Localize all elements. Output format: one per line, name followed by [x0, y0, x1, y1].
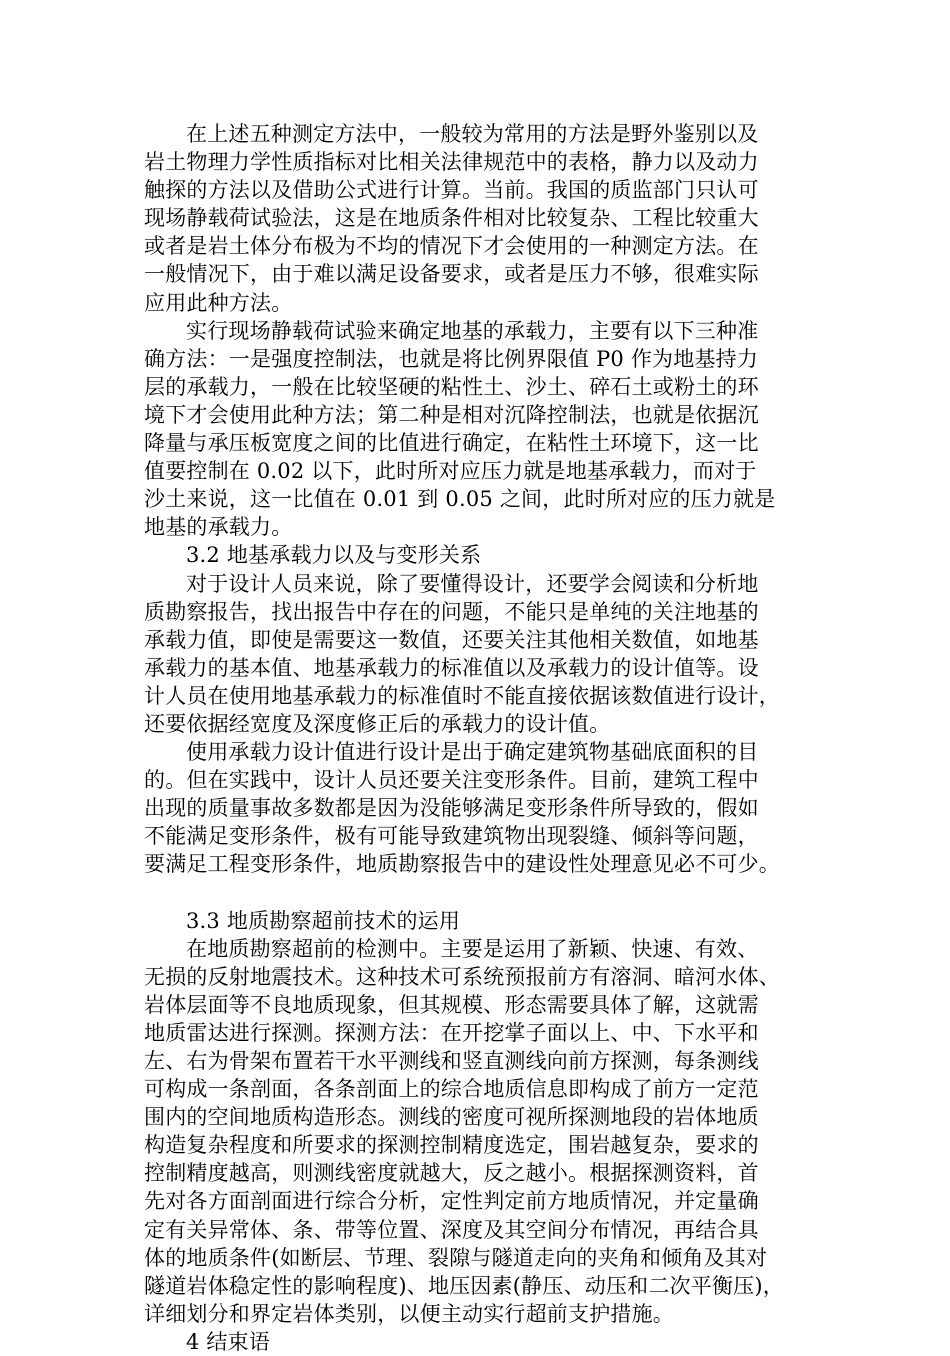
text-line: 质勘察报告，找出报告中存在的问题，不能只是单纯的关注地基的 — [144, 599, 759, 624]
text-line: 现场静载荷试验法，这是在地质条件相对比较复杂、工程比较重大 — [144, 206, 759, 231]
text-line: 要满足工程变形条件，地质勘察报告中的建设性处理意见必不可少。 — [144, 852, 780, 877]
paragraph-measurement-methods — [144, 120, 810, 317]
text-line: 层的承载力，一般在比较坚硬的粘性土、沙土、碎石土或粉土的环 — [144, 374, 759, 399]
text-line: 在地质勘察超前的检测中。主要是运用了新颖、快速、有效、 — [186, 936, 759, 961]
text-line: 应用此种方法。 — [144, 290, 293, 315]
text-line: 详细划分和界定岩体类别，以便主动实行超前支护措施。 — [144, 1301, 674, 1326]
text-line: 先对各方面剖面进行综合分析，定性判定前方地质情况，并定量确 — [144, 1189, 759, 1214]
text-line: 围内的空间地质构造形态。测线的密度可视所探测地段的岩体地质 — [144, 1105, 759, 1130]
text-line: 或者是岩土体分布极为不均的情况下才会使用的一种测定方法。在 — [144, 234, 759, 259]
paragraph-deformation-conditions — [144, 738, 810, 878]
text-line: 岩体层面等不良地质现象，但其规模、形态需要具体了解，这就需 — [144, 992, 759, 1017]
section-heading-3-2: 3.2 地基承载力以及与变形关系 — [186, 543, 482, 568]
text-line: 使用承载力设计值进行设计是出于确定建筑物基础底面积的目 — [186, 740, 759, 765]
text-line: 可构成一条剖面，各条剖面上的综合地质信息即构成了前方一定范 — [144, 1077, 759, 1102]
text-line: 境下才会使用此种方法；第二种是相对沉降控制法，也就是依据沉 — [144, 402, 759, 427]
section-heading-3-3: 3.3 地质勘察超前技术的运用 — [186, 908, 461, 933]
text-line: 对于设计人员来说，除了要懂得设计，还要学会阅读和分析地 — [186, 571, 759, 596]
text-line: 出现的质量事故多数都是因为没能够满足变形条件所导致的，假如 — [144, 796, 759, 821]
text-line: 左、右为骨架布置若干水平测线和竖直测线向前方探测，每条测线 — [144, 1049, 759, 1073]
text-line: 构造复杂程度和所要求的探测控制精度选定，围岩越复杂，要求的 — [144, 1133, 759, 1158]
text-line: 定有关异常体、条、带等位置、深度及其空间分布情况，再结合具 — [144, 1217, 759, 1242]
text-line: 承载力的基本值、地基承载力的标准值以及承载力的设计值等。设 — [144, 655, 759, 680]
text-line: 实行现场静载荷试验来确定地基的承载力，主要有以下三种准 — [186, 318, 759, 343]
text-line: 不能满足变形条件，极有可能导致建筑物出现裂缝、倾斜等问题， — [144, 824, 759, 849]
text-line: 岩土物理力学性质指标对比相关法律规范中的表格，静力以及动力 — [144, 150, 759, 175]
paragraph-gap — [144, 879, 810, 907]
text-line: 的。但在实践中，设计人员还要关注变形条件。目前，建筑工程中 — [144, 768, 759, 793]
text-line: 体的地质条件(如断层、节理、裂隙与隧道走向的夹角和倾角及其对 — [144, 1245, 768, 1270]
text-line: 还要依据经宽度及深度修正后的承载力的设计值。 — [144, 711, 611, 736]
text-line: 降量与承压板宽度之间的比值进行确定，在粘性土环境下，这一比 — [144, 431, 759, 456]
text-line: 控制精度越高，则测线密度就越大，反之越小。根据探测资料，首 — [144, 1161, 759, 1186]
text-line: 地基的承载力。 — [144, 515, 293, 540]
text-line: 无损的反射地震技术。这种技术可系统预报前方有溶洞、暗河水体、 — [144, 964, 780, 989]
text-line: 一般情况下，由于难以满足设备要求，或者是压力不够，很难实际 — [144, 262, 759, 287]
text-line: 沙土来说，这一比值在 0.01 到 0.05 之间，此时所对应的压力就是 — [144, 487, 776, 512]
text-line: 计人员在使用地基承载力的标准值时不能直接依据该数值进行设计， — [144, 683, 780, 708]
document-body — [144, 120, 810, 1356]
paragraph-designer-reading — [144, 570, 810, 739]
text-line: 承载力值，即使是需要这一数值，还要关注其他相关数值，如地基 — [144, 627, 759, 652]
paragraph-static-load-test — [144, 317, 810, 542]
text-line: 确方法：一是强度控制法，也就是将比例界限值 P0 作为地基持力 — [144, 346, 759, 371]
paragraph-advance-geological-survey — [144, 935, 810, 1328]
text-line: 隧道岩体稳定性的影响程度)、地压因素(静压、动压和二次平衡压)， — [144, 1273, 784, 1298]
text-line: 在上述五种测定方法中，一般较为常用的方法是野外鉴别以及 — [186, 122, 759, 146]
text-line: 值要控制在 0.02 以下，此时所对应压力就是地基承载力，而对于 — [144, 459, 757, 484]
text-line: 触探的方法以及借助公式进行计算。当前。我国的质监部门只认可 — [144, 178, 759, 203]
section-heading-4: 4 结束语 — [186, 1329, 271, 1354]
text-line: 地质雷达进行探测。探测方法：在开挖掌子面以上、中、下水平和 — [144, 1020, 759, 1045]
